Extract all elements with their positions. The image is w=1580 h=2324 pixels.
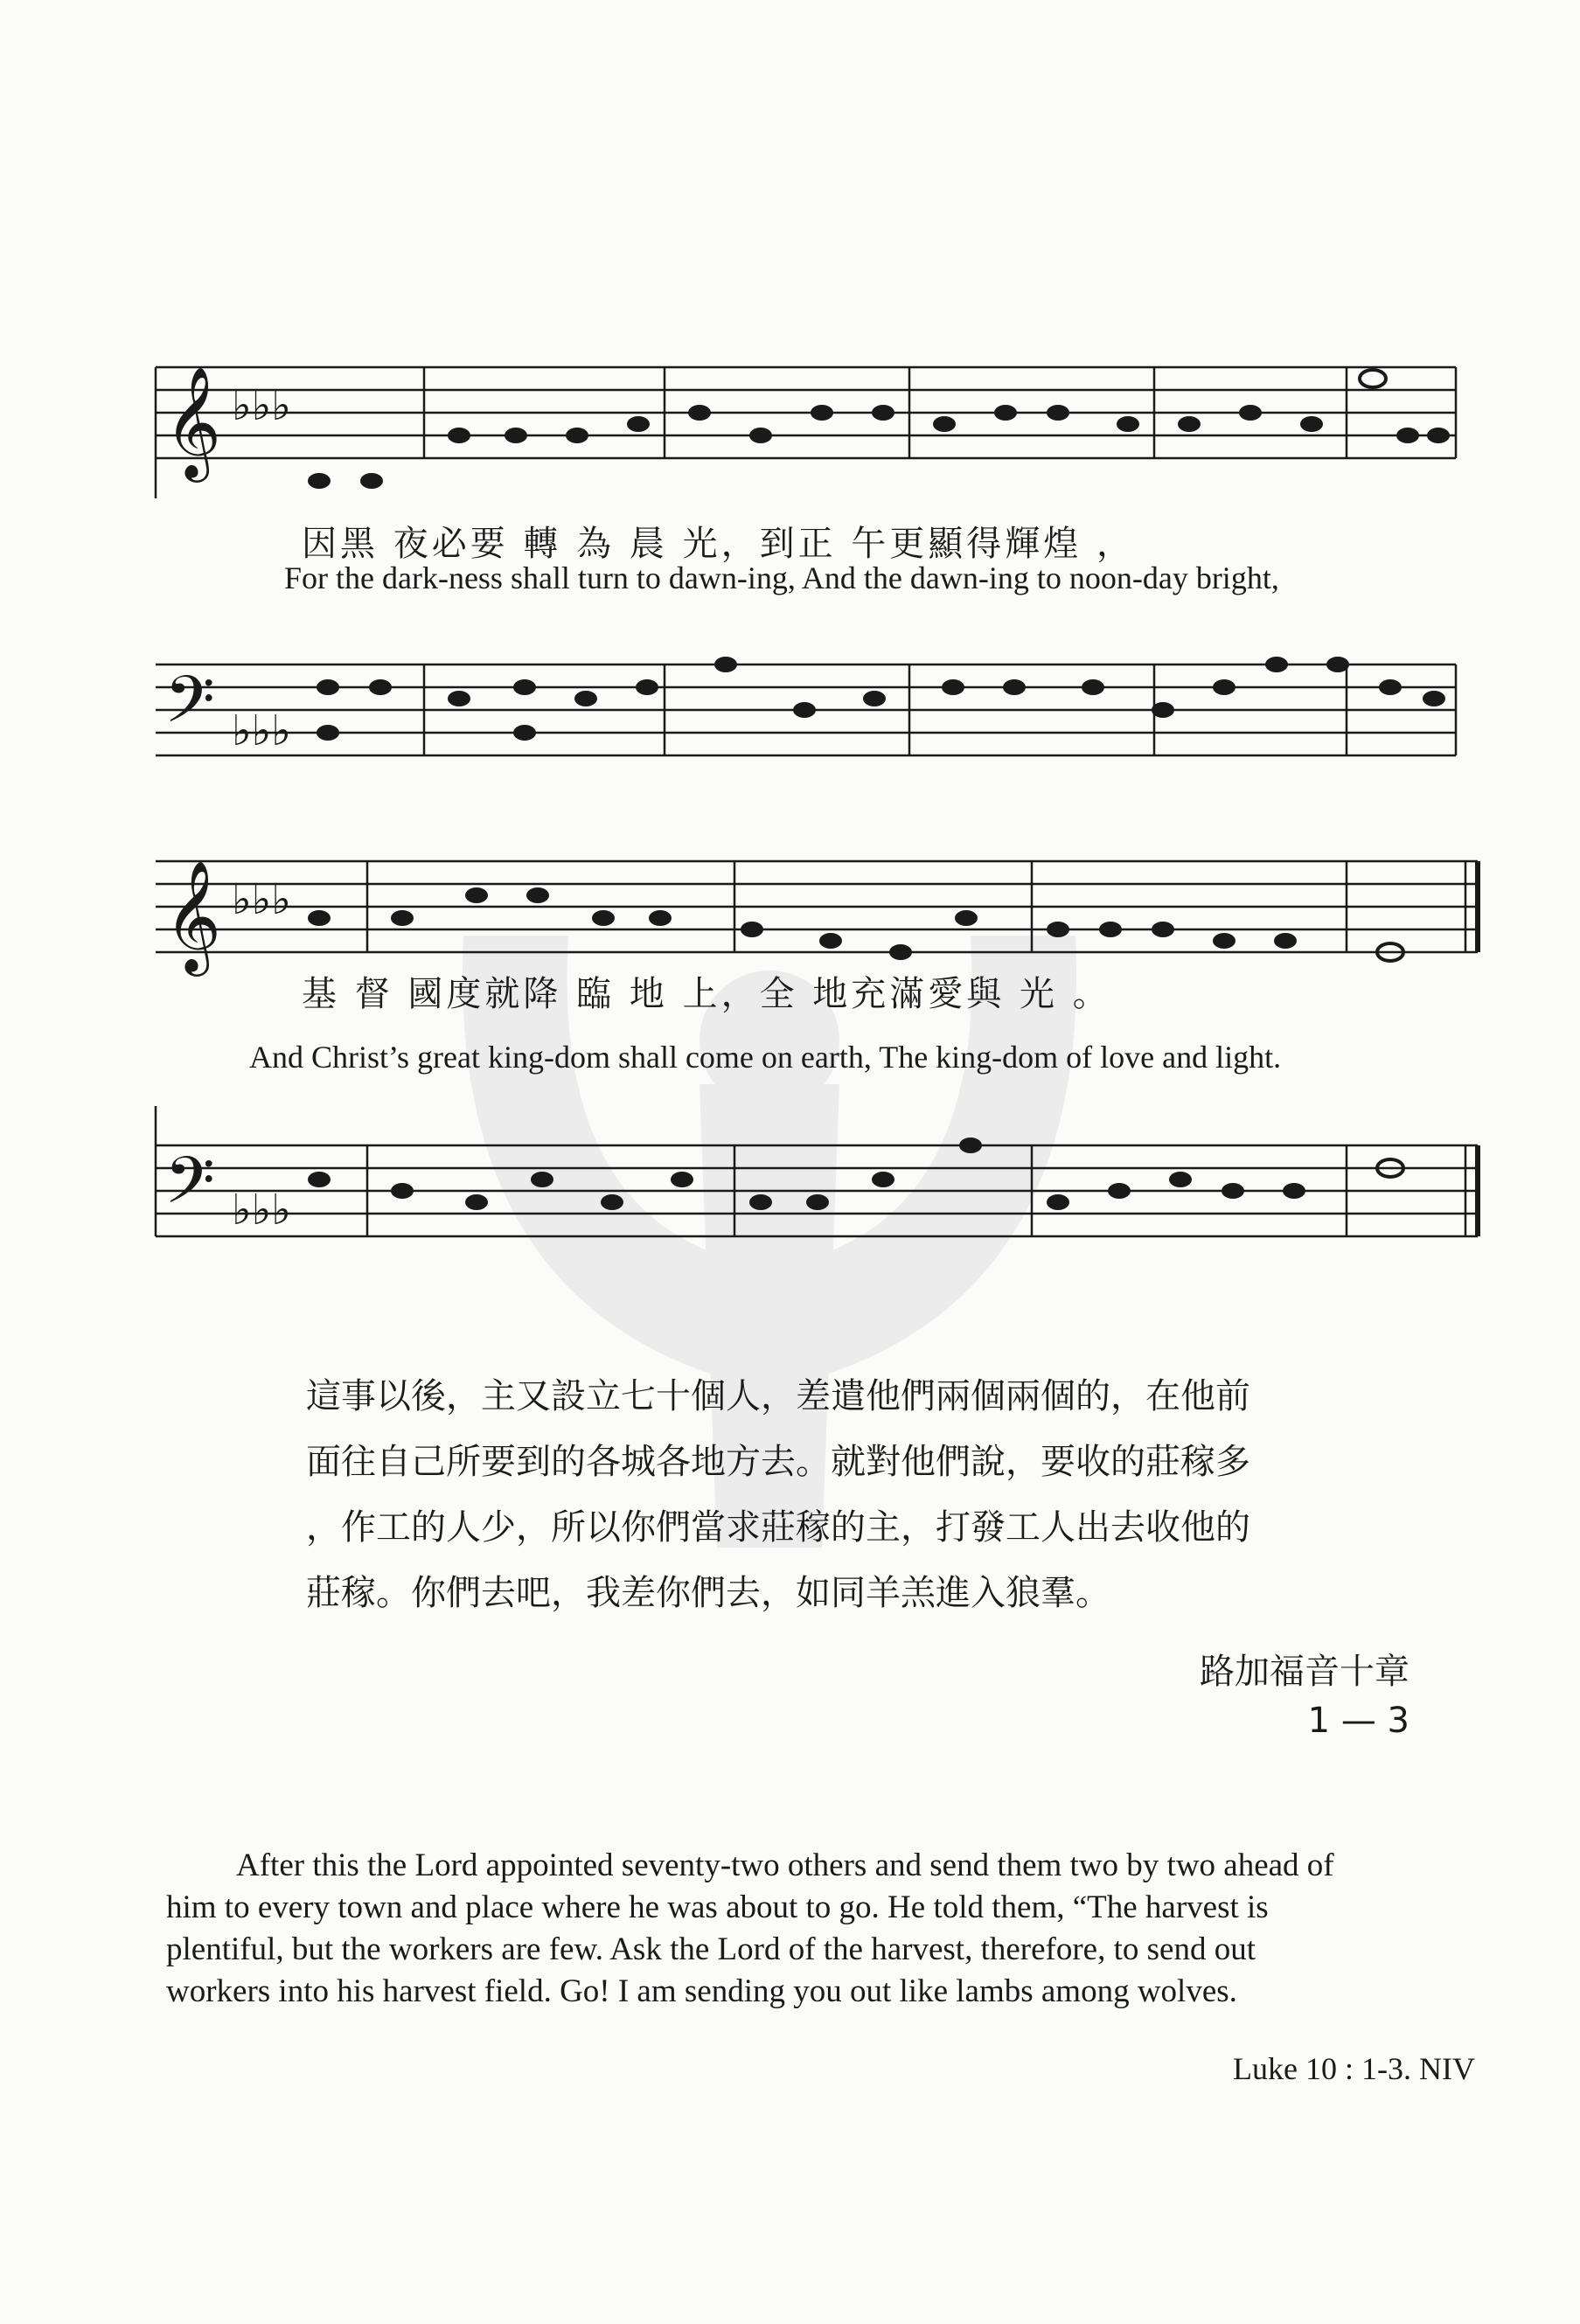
svg-text:𝄞: 𝄞 (164, 859, 222, 971)
scripture-english-line: workers into his harvest field. Go! I am sending you out like lambs among wolves. (166, 1973, 1237, 2009)
scripture-chinese-line: 莊稼。你們去吧，我差你們去，如同羊羔進入狼羣。 (306, 1573, 1110, 1613)
svg-text:♭♭♭: ♭♭♭ (232, 1186, 291, 1235)
lyric-english-2: And Christ’s great king-dom shall come on earth, The king-dom of love and light. (249, 1040, 1282, 1075)
staff-treble-1 (0, 324, 1580, 498)
scripture-chinese-reference-verses: 1 — 3 (1307, 1701, 1409, 1741)
scripture-english-line: him to every town and place where he was about to go. He told them, “The harvest is (166, 1889, 1269, 1925)
svg-text:♭♭♭: ♭♭♭ (232, 706, 291, 755)
svg-text:𝄢: 𝄢 (164, 1143, 215, 1235)
scripture-english (166, 1845, 1478, 2013)
scripture-chinese-line: ，作工的人少，所以你們當求莊稼的主，打發工人出去收他的 (306, 1507, 1250, 1548)
svg-text:𝄢: 𝄢 (164, 662, 215, 754)
lyric-chinese-1: 因黑 夜必要 轉 為 晨 光，到正 午更顯得輝煌 ， (302, 524, 1136, 564)
scripture-chinese (306, 1364, 1425, 1626)
svg-text:𝄞: 𝄞 (164, 365, 222, 477)
note-group (308, 370, 1450, 489)
lyric-chinese-2: 基 督 國度就降 臨 地 上，全 地充滿愛與 光 。 (302, 974, 1111, 1014)
scripture-english-line: After this the Lord appointed seventy-two others and send them two by two ahead of (236, 1847, 1334, 1883)
staff-bass-1 (0, 630, 1580, 787)
lyric-english-1: For the dark-ness shall turn to dawn-ing, And the dawn-ing to noon-day bright, (284, 560, 1279, 595)
svg-text:♭♭♭: ♭♭♭ (232, 875, 291, 924)
scripture-chinese-line: 面往自己所要到的各城各地方去。就對他們說，要收的莊稼多 (306, 1442, 1250, 1482)
scripture-chinese-reference-book: 路加福音十章 (1200, 1652, 1409, 1692)
svg-text:♭♭♭: ♭♭♭ (232, 381, 291, 430)
scripture-english-reference: Luke 10 : 1-3. NIV (1233, 2051, 1475, 2086)
staff-bass-2 (0, 1106, 1580, 1263)
scripture-english-line: plentiful, but the workers are few. Ask the Lord of the harvest, therefore, to send out (166, 1931, 1256, 1967)
scripture-chinese-line: 這事以後，主又設立七十個人，差遣他們兩個兩個的，在他前 (306, 1376, 1250, 1416)
